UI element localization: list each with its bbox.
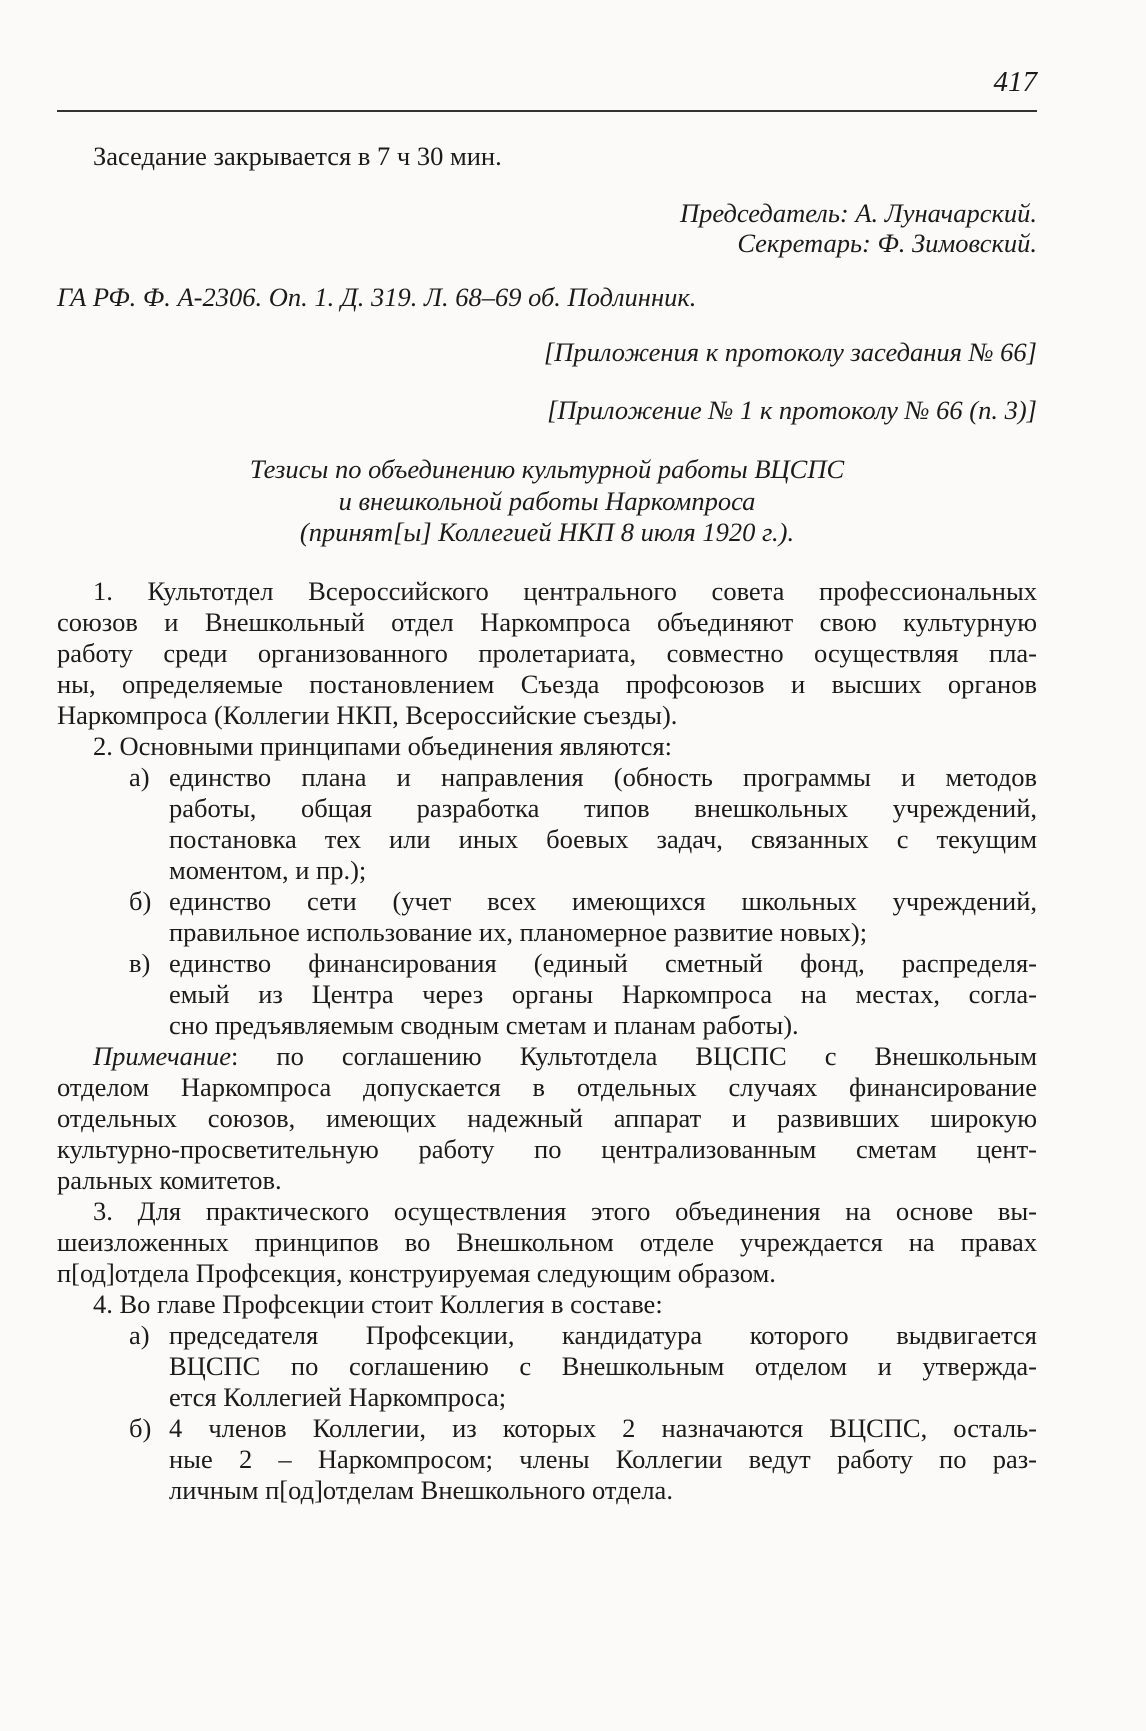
item-4b-line: 4 членов Коллегии, из которых 2 назначаются ВЦСПС, осталь- <box>169 1413 1037 1443</box>
item-2a-line: моментом, и пр.); <box>169 855 367 885</box>
list-marker-a: а) <box>129 1320 150 1350</box>
item-2b-line: правильное использование их, планомерное развитие новых); <box>169 917 868 947</box>
item-2c-line: емый из Центра через органы Наркомпроса на местах, согла- <box>169 979 1037 1009</box>
paragraph-1-line: работу среди организованного пролетариата, совместно осуществляя пла- <box>57 638 1037 668</box>
item-4b-line: ные 2 – Наркомпросом; члены Коллегии ведут работу по раз- <box>169 1444 1037 1474</box>
note-line: отделом Наркомпроса допускается в отдельных случаях финансирование <box>57 1072 1037 1102</box>
archive-source: ГА РФ. Ф. А-2306. Оп. 1. Д. 319. Л. 68–69 об. Подлинник. <box>57 282 697 312</box>
item-2c-line: единство финансирования (единый сметный фонд, распределя- <box>169 948 1037 978</box>
item-2a-line: единство плана и направления (обность программы и методов <box>169 762 1037 792</box>
secretary-signature: Секретарь: Ф. Зимовский. <box>737 228 1037 258</box>
paragraph-3-line: 3. Для практического осуществления этого объединения на основе вы- <box>93 1196 1037 1226</box>
closing-statement: Заседание закрывается в 7 ч 30 мин. <box>93 141 502 171</box>
list-marker-b: б) <box>129 886 152 916</box>
note-label: Примечание <box>93 1041 232 1071</box>
item-2a-line: работы, общая разработка типов внешкольных учреждений, <box>169 793 1037 823</box>
paragraph-3-line: п[од]отдела Профсекция, конструируемая следующим образом. <box>57 1258 776 1288</box>
chairman-signature: Председатель: А. Луначарский. <box>680 198 1037 228</box>
note-line: ральных комитетов. <box>57 1165 282 1195</box>
appendices-heading: [Приложения к протоколу заседания № 66] <box>543 337 1037 367</box>
item-4a-line: председателя Профсекции, кандидатура которого выдвигается <box>169 1320 1037 1350</box>
note-text: : по соглашению Культотдела ВЦСПС с Внешкольным <box>231 1041 1037 1071</box>
note-first-line <box>93 1040 1037 1072</box>
note-line: отдельных союзов, имеющих надежный аппарат и развивших широкую <box>57 1103 1037 1133</box>
document-title-line: Тезисы по объединению культурной работы ВЦСПС <box>249 454 845 484</box>
paragraph-1-line: ны, определяемые постановлением Съезда профсоюзов и высших органов <box>57 669 1037 699</box>
item-2b-line: единство сети (учет всех имеющихся школьных учреждений, <box>169 886 1037 916</box>
item-2a-line: постановка тех или иных боевых задач, связанных с текущим <box>169 824 1037 854</box>
paragraph-1-line: Наркомпроса (Коллегии НКП, Всероссийские съезды). <box>57 700 678 730</box>
list-marker-a: а) <box>129 762 150 792</box>
appendix-1-heading: [Приложение № 1 к протоколу № 66 (п. 3)] <box>547 395 1037 425</box>
list-marker-b: б) <box>129 1413 152 1443</box>
paragraph-1-line: союзов и Внешкольный отдел Наркомпроса объединяют свою культурную <box>57 607 1037 637</box>
item-2c-line: сно предъявляемым сводным сметам и планам работы). <box>169 1010 799 1040</box>
paragraph-3-line: шеизложенных принципов во Внешкольном отделе учреждается на правах <box>57 1227 1037 1257</box>
note-line: культурно-просветительную работу по централизованным сметам цент- <box>57 1134 1037 1164</box>
document-title-line: (принят[ы] Коллегией НКП 8 июля 1920 г.). <box>299 517 795 547</box>
running-header <box>57 62 1037 112</box>
paragraph-4: 4. Во главе Профсекции стоит Коллегия в составе: <box>93 1289 663 1319</box>
list-marker-c: в) <box>129 948 151 978</box>
item-4a-line: ется Коллегией Наркомпроса; <box>169 1382 507 1412</box>
document-title-line: и внешкольной работы Наркомпроса <box>338 486 756 516</box>
item-4b-line: личным п[од]отделам Внешкольного отдела. <box>169 1475 673 1505</box>
paragraph-1-line: 1. Культотдел Всероссийского центрального совета профессиональных <box>93 576 1037 606</box>
item-4a-line: ВЦСПС по соглашению с Внешкольным отделом и утвержда- <box>169 1351 1037 1381</box>
paragraph-2: 2. Основными принципами объединения являются: <box>93 731 672 761</box>
page-number: 417 <box>993 66 1037 98</box>
book-page <box>57 0 1037 1731</box>
